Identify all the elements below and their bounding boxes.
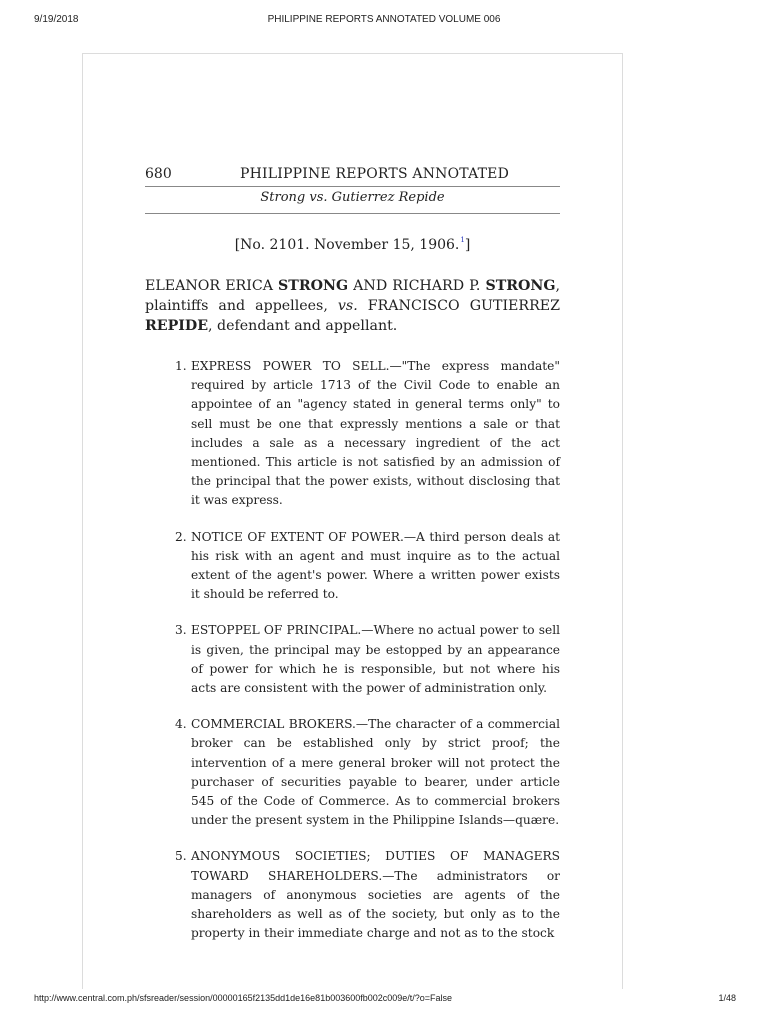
print-url: http://www.central.com.ph/sfsreader/session/00000165f2135dd1de16e81b003600fb002c009e/t/?o=False [34, 993, 453, 1003]
syllabus-item [145, 357, 560, 511]
syllabus-item [145, 847, 560, 943]
syllabus-item [145, 528, 560, 605]
syllabus-list [145, 357, 560, 943]
print-header [0, 14, 768, 30]
party-text: AND RICHARD P. [348, 278, 486, 294]
report-title: PHILIPPINE REPORTS ANNOTATED [240, 166, 509, 182]
syllabus-text: NOTICE OF EXTENT OF POWER.—A third person deals at his risk with an agent and must inquire as to the actual extent of the agent's power. Where a written power exists it should be referred to. [191, 529, 560, 602]
party-text: FRANCISCO GUTIERREZ [357, 298, 560, 314]
syllabus-number: 3. [175, 623, 187, 638]
print-footer [0, 993, 768, 1007]
print-date: 9/19/2018 [34, 14, 79, 25]
docket-text: [No. 2101. November 15, 1906. [234, 237, 460, 253]
syllabus-item [145, 621, 560, 698]
syllabus-number: 5. [175, 849, 187, 864]
docket-line [145, 230, 560, 255]
syllabus-number: 1. [175, 359, 187, 373]
print-title: PHILIPPINE REPORTS ANNOTATED VOLUME 006 [267, 14, 501, 25]
party-surname: STRONG [485, 278, 556, 294]
syllabus-number: 4. [175, 717, 187, 732]
party-surname: STRONG [278, 278, 349, 294]
footnote-link[interactable]: 1 [460, 236, 465, 244]
parties-caption [145, 276, 560, 336]
page-number: 680 [145, 166, 172, 182]
syllabus-text: ESTOPPEL OF PRINCIPAL.—Where no actual power to sell is given, the principal may be estopped by an appearance of power for which he is responsible, but not where his acts are consistent with the power of administration only. [191, 623, 560, 696]
party-text: ELEANOR ERICA [145, 278, 279, 294]
case-short-title: Strong vs. Gutierrez Repide [260, 190, 445, 205]
syllabus-text: ANONYMOUS SOCIETIES; DUTIES OF MANAGERS TOWARD SHAREHOLDERS.—The administrators or managers of anonymous societies are agents of the shareholders as well as of the society, but only as to the property in their immediate charge and not as to the stock [191, 849, 560, 941]
subheader-rule [145, 213, 560, 214]
document-content [145, 164, 560, 960]
docket-close: ] [464, 237, 471, 253]
party-role: , defendant and appellant. [208, 318, 398, 334]
syllabus-item [145, 715, 560, 830]
versus-label: vs. [337, 298, 358, 314]
party-surname: REPIDE [145, 318, 209, 334]
document-page [82, 53, 623, 989]
syllabus-text: EXPRESS POWER TO SELL.—"The express mandate" required by article 1713 of the Civil Code to enable an appointee of an "agency stated in general terms only" to sell must be one that expressly mentions a sale or that includes a sale as a necessary ingredient of the act mentioned. This article is not satisfied by an admission of the principal that the power exists, without disclosing that it was express. [191, 359, 560, 508]
syllabus-text: COMMERCIAL BROKERS.—The character of a commercial broker can be established only by strict proof; the intervention of a mere general broker will not protect the purchaser of securities payable to bearer, under article 545 of the Code of Commerce. As to commercial brokers under the present system in the Philippine Islands—quære. [191, 717, 560, 828]
running-head [145, 164, 560, 186]
party-role: , plaintiffs and appellees, [145, 278, 561, 314]
syllabus-number: 2. [175, 529, 187, 544]
print-page-count: 1/48 [718, 993, 736, 1003]
